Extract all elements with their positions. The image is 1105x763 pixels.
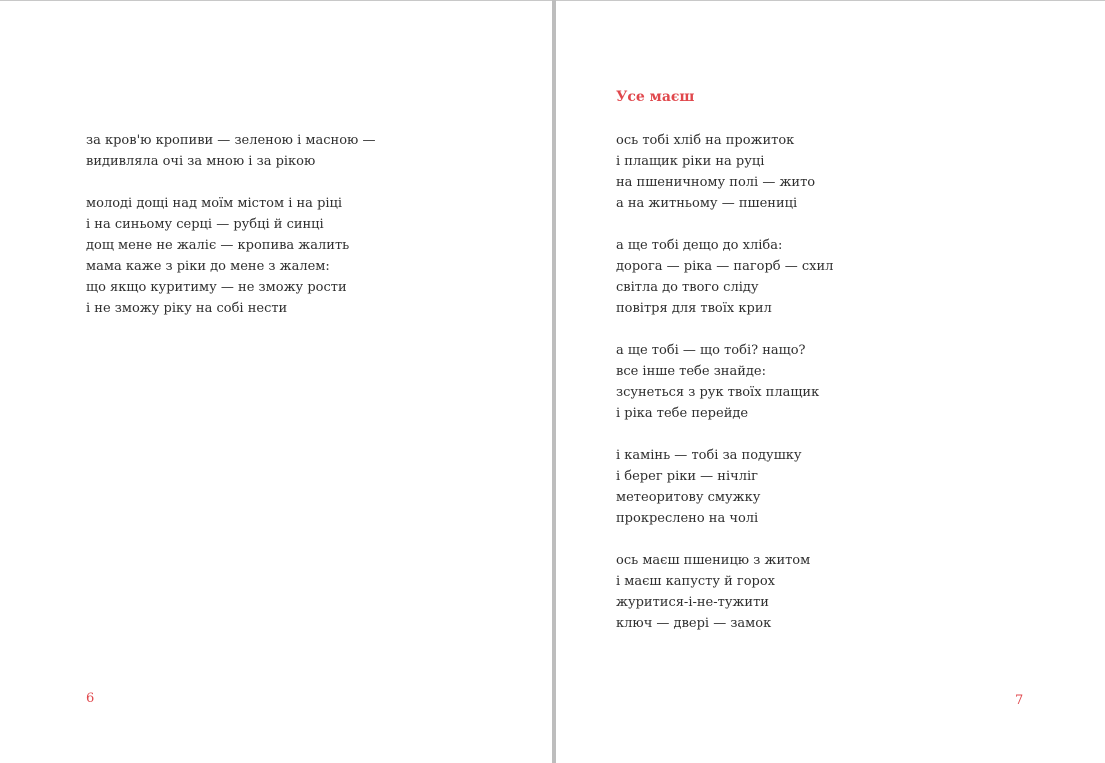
poem-line: прокреслено на чолі [616, 511, 759, 526]
poem-line: за кров'ю кропиви — зеленою і масною — [86, 133, 376, 148]
poem-line: на пшеничному полі — жито [616, 175, 816, 190]
poem-line: ключ — двері — замок [616, 616, 772, 631]
poem-line: ось тобі хліб на прожиток [616, 133, 795, 148]
stanza [86, 130, 376, 172]
right-poem-text [616, 130, 833, 655]
poem-line: а ще тобі — що тобі? нащо? [616, 343, 806, 358]
poem-line: метеоритову смужку [616, 490, 761, 505]
poem-line: молоді дощі над моїм містом і на ріці [86, 196, 343, 211]
poem-line: світла до твого сліду [616, 280, 759, 295]
left-poem-text [86, 130, 376, 340]
poem-line: і ріка тебе перейде [616, 406, 749, 421]
poem-line: і не зможу ріку на собі нести [86, 301, 288, 316]
poem-line: дорога — ріка — пагорб — схил [616, 259, 834, 274]
stanza [616, 235, 833, 319]
poem-line: журитися-і-не-тужити [616, 595, 769, 610]
poem-line: ось маєш пшеницю з житом [616, 553, 811, 568]
poem-line: а на житньому — пшениці [616, 196, 798, 211]
page-number: 7 [1015, 693, 1024, 708]
page-number: 6 [86, 691, 95, 706]
poem-line: і на синьому серці — рубці й синці [86, 217, 324, 232]
poem-line: а ще тобі дещо до хліба: [616, 238, 783, 253]
stanza [616, 445, 833, 529]
stanza [86, 193, 376, 319]
poem-line: і плащик ріки на руці [616, 154, 765, 169]
poem-title: Усе маєш [616, 89, 695, 105]
poem-line: що якщо куритиму — не зможу рости [86, 280, 347, 295]
poem-line: і берег ріки — нічліг [616, 469, 758, 484]
poem-line: мама каже з ріки до мене з жалем: [86, 259, 330, 274]
stanza [616, 130, 833, 214]
poem-line: видивляла очі за мною і за рікою [86, 154, 316, 169]
poem-line: дощ мене не жаліє — кропива жалить [86, 238, 350, 253]
poem-line: і камінь — тобі за подушку [616, 448, 802, 463]
poem-line: зсунеться з рук твоїх плащик [616, 385, 820, 400]
left-page [0, 1, 552, 763]
right-page [556, 1, 1105, 763]
stanza [616, 340, 833, 424]
poem-line: повітря для твоїх крил [616, 301, 772, 316]
poem-line: все інше тебе знайде: [616, 364, 766, 379]
stanza [616, 550, 833, 634]
poem-line: і маєш капусту й горох [616, 574, 776, 589]
